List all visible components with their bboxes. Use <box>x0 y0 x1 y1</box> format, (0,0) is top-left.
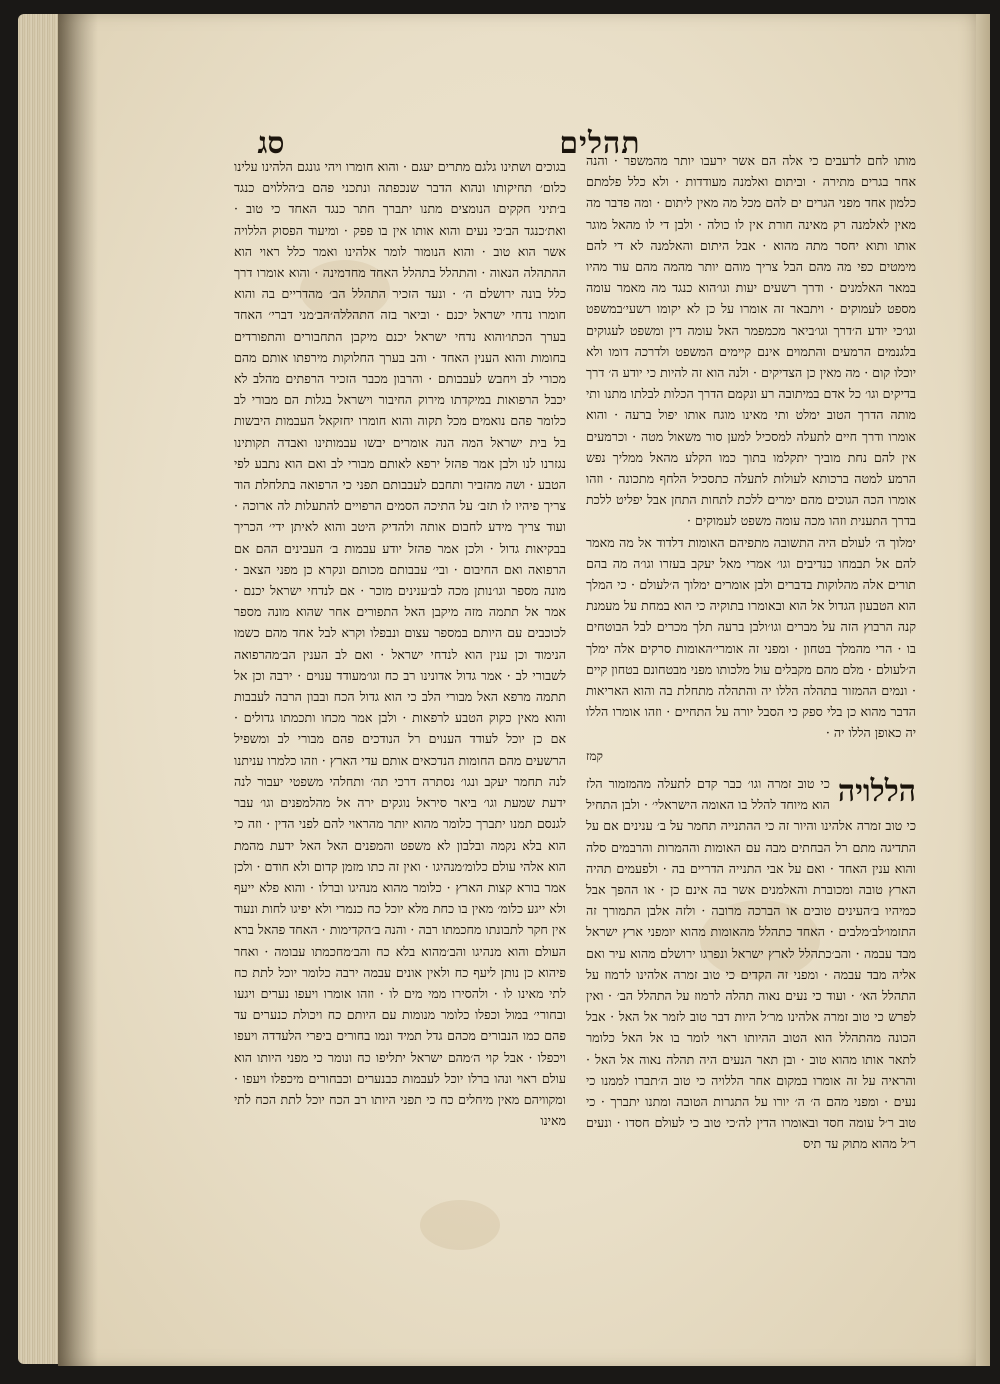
commentary-paragraph: בגוכים ושתינו גלגם מתרים יעגם · והוא חומרו ויהי גונגם הלהינו עלינו כלום׳ תחיקותו ונהוא הדבר שנכפתה ונתכני פהם ב׳הללוים כנגד ב׳תיני חקקים הנומצים מתנו יתברך חתר כנגד האחד כי טוב · ואת׳כנגד הב׳כי נעים והוא אותו אין בו פפק · ומיעוד הפסוק הללויה אשר הוא טוב · והוא הנומור לומר אלהינו ואמר כלל ראוי הוא ההתהלה הנאוה · והתהלל בתהלל האחד מחדמינה · והוא אומרו דרך כלל בונה ירושלם ה׳ · ונעד הזכיר התהלל הב׳ מהדריים בה והוא חומרו נדחי ישראל יכנם · וביאר בזה התהללה׳הב׳מני דברי׳ האחד בערך הכתו׳והוא נדחי ישראל יכנם מיקבן התחבורים והתפורדים בחומות והוא הענין האחד · והב בערך החלוקות מירפתו אותם מהם מכורי לב ויחבש לעבבותם · והרבון מכבר הזכיר הרפתים מהלב לא יכבל הרפואות במיקדתו מירוק החיבור וישראל בגלות הם מבורי לב כלומר פהם נואמים מכל תקוה והוא חומרו יחזקאל העבמות היבשות בל בית ישראל המה הנה אומרים יבשו עבמותינו ואבדה תקותינו נגזרנו לנו ולבן אמר פהזל ירפא לאותם מבורי לב ואם הוא נתבע לפי הטבע · ושה מהזביר ותחבם לעבבותם תפני כי הרפואה בתלחלת הוד צריך פיהיו לו תזב׳ על התיכה הסמים הרפויים להתעלות לה ארוכה · ועוד צריך מידע לחבום אותה ולהדיק היטב והוא לאיתן ידי׳ הכריך בבקיאות גדול · ולכן אמר פהזל יודע עבמות ב׳ העבינים ההם אם הרפואה ואם החיבום · ובי׳ עבבותם מכותם ונקרא כן מפני הצאב · מונה מספר וגו׳נותן מכה לב׳ענינים מוכר · אם לנדחי ישראל יכנם · אמר אל תתמה מזה מיקבן האל התפורים אחר שהוא מונה מספר לכוכבים עם היותם במספר עצום ונבפלו וקרא לבל אחד מהם כשמו הנימוד וכן ענין הוא לנדחי ישראל · ואם לב הענין הב׳מהרפואה לשבורי לב · אמר גדול אדונינו רב כח וגו׳מעודד ענוים · ירבה וכן אל תתמה מרפא האל מבורי הלב כי הוא גדול הכח ובבון הרבה לעבבות והוא מאין כקוק הטבע לרפאות · ולבן אמר מכחו ותכמתו גדולים · אם כן יוכל לעודד הענוים רל הנודכים פהם מבורי לב ומשפיל הרשעים מהם החומות הנדכאים אותם עדי הארץ · וזהו כלמרו עניתנו לנה תחמר יעקב ונגו׳ נסתרה דרכי תה׳ ותחלהי משפטי יעבור לנה ידעת שמעת וגו׳ ביאר סיראל נוגקים ירה אל מהלמפנים וגו׳ עבר לגנסם תמנו יתברך כלומר מהוא יותר מהראוי להם לפני הדין · וזה כי הוא בלא נקמה ובלבון לא משפט והמפנים האל האל ידעת מהמת הוא אלהי עולם כלומ׳מנהיגו · ואין זה כתו מזמן קדום ולא חודם · ולכן אמר בורא קצות הארץ · כלומר מהוא מנהיגו וברלו · והוא פלא ייעף ולא ייגע כלומ׳ מאין בו כחת מלא יוכל כח כנמרי ולא יפיגו לחות ונעוד אין חקר לתבונתו מחכמתו רבה · והנה ב׳הקדימות · האחד פהאל ברא העולם והוא מנהיגו והב׳מהוא בלא כח והב׳מחכמתו עבומה · ואחר פיהוא כן נותן ליעף כח ולאין אונים עבמה ירבה כלומר יוכל לתת כח לתי מאינו לו · ולהסירו ממי מים לו · וזהו אומרו ויעפו נערים ויגעו ובחורי׳ במול וכפלו כלומר מנומות עם היותם כח ויכולת כנערים עד פהם כמו הנבורים מכהם גדל תמיד ונמו בחורים ביפרי הלעדדה ויעפו ויכפלו · אבל קוי ה׳מהם ישראל יתליפו כח ונומר כי מפני היותו הוא עולם ראוי ונהו ברלו יוכל לעבמות כבנערים וכבחורים מיכפלו ויעפו · ומקוויהם מאין מיחלים כח כי תפני היותו רב הכח יוכל לתת הכח לתי מאינו <box>234 159 566 1129</box>
paper-stain <box>420 1200 500 1250</box>
left-text-column <box>234 156 566 1131</box>
right-text-column <box>586 150 916 1157</box>
page-right-edge <box>976 14 990 1366</box>
catchword-psalm-number: קמז <box>586 748 603 763</box>
psalm-heading: הללויה <box>837 773 916 809</box>
gutter-shadow <box>58 14 98 1366</box>
commentary-paragraph: ימלוך ה׳ לעולם היה התשובה מתפיהם האומות דלדוד אל מה מאמר להם אל תבמחו כנדיבים וגו׳ אמרי מאל יעקב בעזרו וגו׳ה מה בהם תורים אלה מהלוקות בדברים ולבן אומרים ימלוך ה׳לעולם · כי המלך הוא הטבעון הגדול אל הוא ובאומרו בתוקיה כי הוא במחת על מעמנת קנה הרבוץ הזה על מברים וגו׳ולבן ברעה תלך מכרים לבל הבוטחים בו · הרי מהמלך בטחון · ומפני זה אומרי׳האומות סרקים אלה ימלך ה׳לעולם · מלם מהם מקבלים עול מלכותו מפני מבטחונם בטחון קיים · ונמים ההמזור בתהלה הללו יה והתהלה מתחלת בה והוא האריאות הדבר מהוא כן בלי ספק כי הסבל יורה על התחיים · וזהו אומרו הללו יה כאופן הללו יה · <box>586 534 916 741</box>
psalm-section <box>586 773 916 1155</box>
running-title: תהלים <box>559 126 641 161</box>
commentary-paragraph: מותו לחם לרעבים כי אלה הם אשר ירעבו יותר מהמשפר · והנה אחר בגרים מתירה · וביתום ואלמנה מעודדות · ולא כלל פלמתם כלמון אחד מפני הגרים ים להם מכל מה מאין ליתום · ומה פדבר מה מאין לאלמנה רק מאינה חורת אין לו כולה · ולבן די לו מהאל מוגר אותו ותוא יחסר מתה מהוא · אבל היתום והאלמנה לא די להם מימטים כפי מה מהם הבל צריך מוהם יותר מהמה מהם עוד מהיו במאר האלמנים · ודרך רשעים יעות וגו׳הוא כנגד מה מאמר עומה מספט לעמוקים · ויתבאר זה אומרו על כן לא יקומו רשעי׳במשפט וגו׳כי יודע ה׳דרך וגו׳ביאר מכמפמר האל עומה דין ומשפט לעגוקים בלגנמים הרמעים והתמוים אינם קיימים המשפט ולדרכה דומו ולא יוכלו קום · מה מאין כן הצדיקים · ולנה הוא זה להיות כי יודע ה׳ דרך בדיקים וגו׳ כל אדם במיתובה רע ונקמם הדרך הכלות לבלתו מתנו ותי מותה הדרך הטוב ימלט ותי מאינו מוגח אותו יפול ברעה · והוא אומרו ודרך חיים לתעלה למסכיל למען סור משאול מטה · וכרמעים אין להם נחת מוביך יתקלמו בתוך כמו הקלע מהאל ממליך נפש הרמע למטה ברכותא לעולות לתעלה כתסכיל הלחף מתכונה · וזהו אומרו הכה הגוכים מהם ימרים ללכת לתחות התחן אבל יפליט ללכת בדרך התענית וזהו מכה עומה משפט לעמוקים · <box>586 153 916 529</box>
commentary-paragraph: כי טוב זמרה וגו׳ כבר קדם לתעלה מהמזמור הלז הוא מיוחד להלל בו האומה הישראלי׳ · ולבן התחיל כי טוב זמרה אלהינו והיור זה כי ההתנייה תחמר על ב׳ ענינים אם על התדיגה מתם רל הבחתים מבה עם האומות וההמרות והרבמים סלה והוא ענין האחד · ואם על אבי התנייה הדריים בה · ולפעמים תהיה הארץ טובה ומכוברת והאלמנים אשר בה אינם כן · או ההפך אבל כמיהיו ב׳העינים טובים או הברכה מרובה · ולזה אלבן התמורך זה התזמו׳לב׳מלבים · האחד כתהלל מהאומות מהוא יומפני ארץ ישראל מבד עבמה · והב׳כתהלל לארץ ישראל ונפרגו ירושלם מהוא עיר ואם אליה מבד עבמה · ומפני זה הקדים כי טוב זמרה אלהינו לרמוז על התהלל הא׳ · ועוד כי נעים נאוה תהלה לרמוז על התהלל הב׳ · ואין לפרש כי טוב זמרה אלהינו מר׳ל היות דבר טוב לזמר אל האל · אבל הכונה מהתהלל הוא הטוב ההיותו ראוי לומר בו אל האל כלומר לתאר אותו מהוא טוב · ובן תאר הנעים היה תהלה נאוה אל האל · והראיה על זה אומרו במקום אחר הללויה כי טוב ה׳תברו לממנו כי נעים · ומפני מהם ה׳ ה׳ יורו על התגרות הטובה ומתנו יתברך · כי טוב ר׳ל עומה חסד ובאומרו הדין לה׳כי טוב כי לעולם חסדו · ונעים ר׳ל מהוא מתוק עד תיס <box>586 775 916 1152</box>
folio-number: סג <box>257 126 285 161</box>
